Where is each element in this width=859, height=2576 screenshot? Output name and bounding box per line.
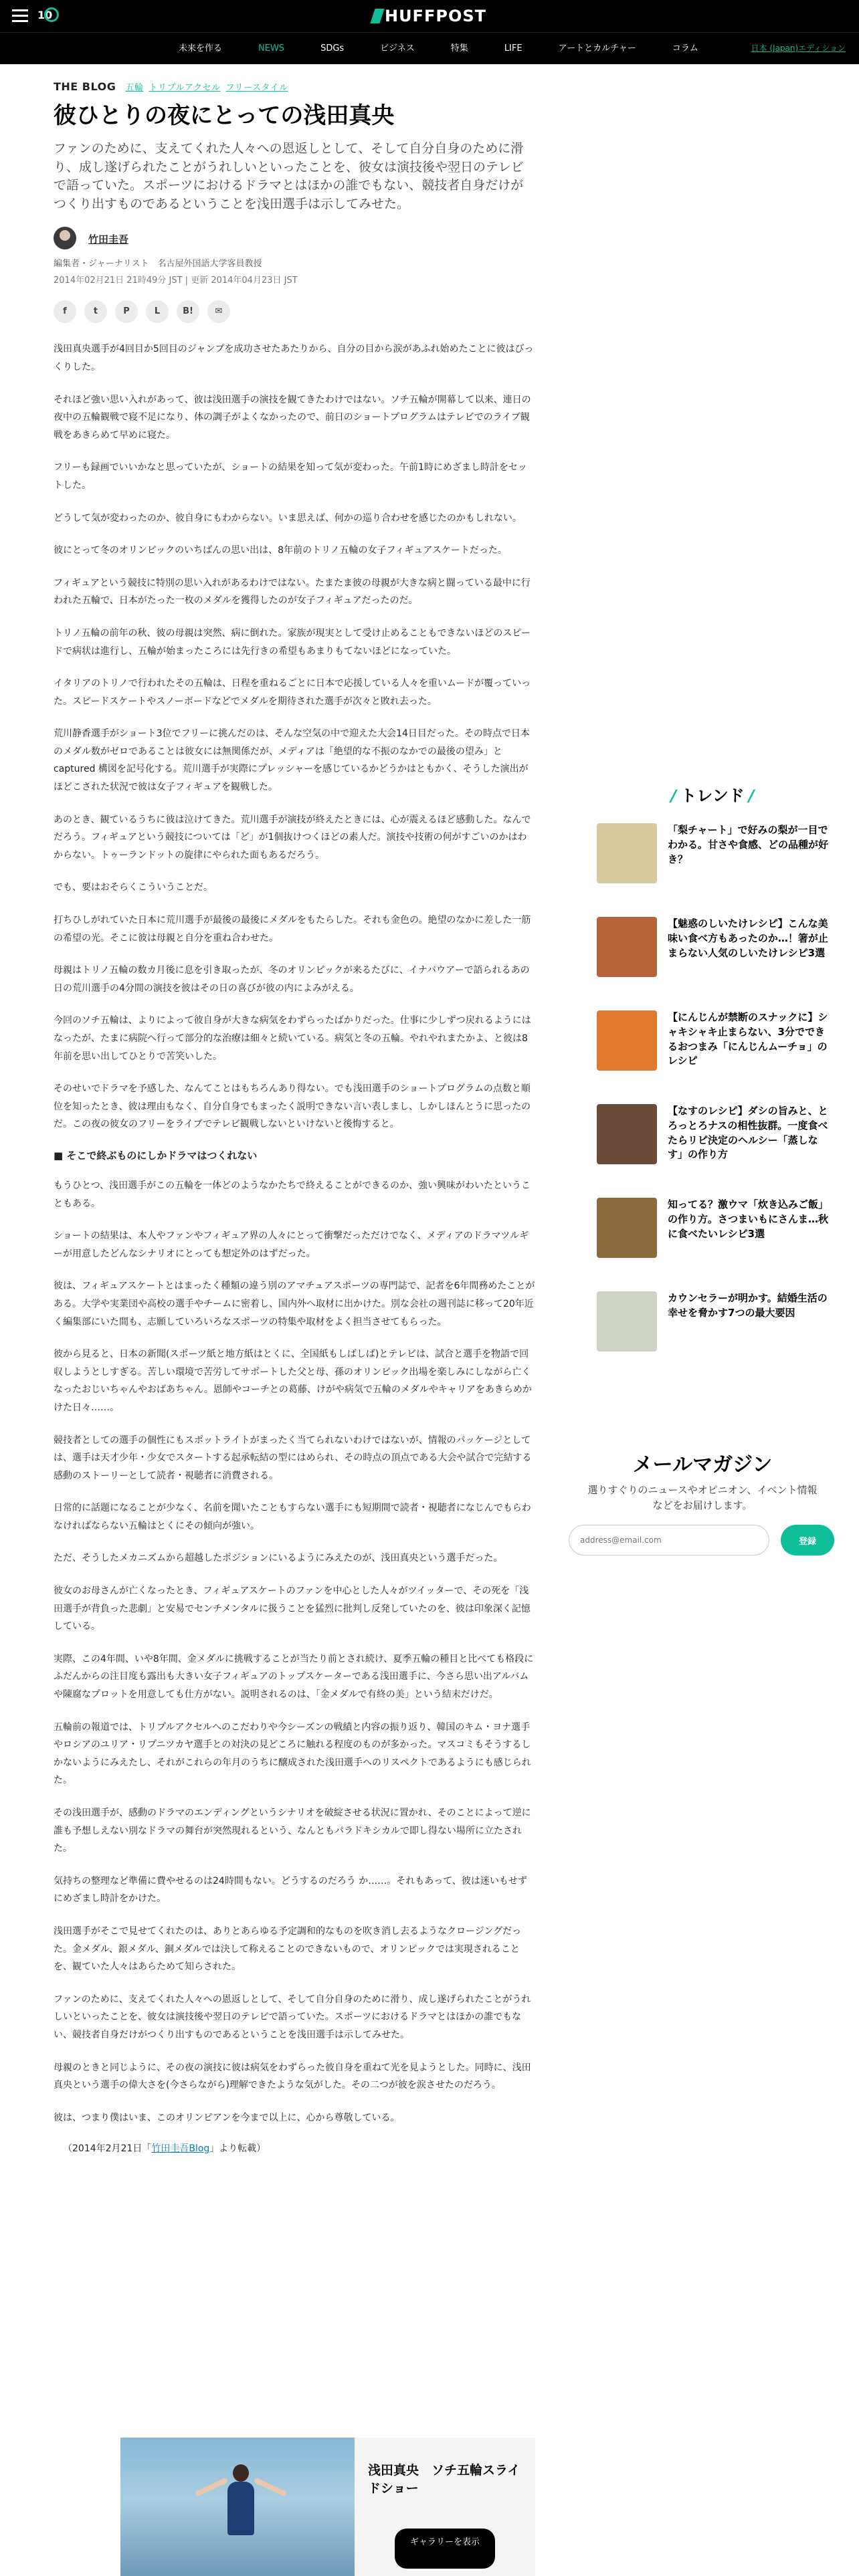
trend-item[interactable] [589,1104,836,1198]
newsletter-title: メールマガジン [632,1453,773,1477]
tag-link[interactable]: フリースタイル [225,83,288,93]
body-paragraph: 浅田真央選手が4回目か5回目のジャンプを成功させたあたりから、自分の目から涙があふれ始めたことに彼はびっくりした。 [54,344,534,372]
section-nav [0,32,859,64]
twitter-icon[interactable]: t [84,300,107,323]
trend-title[interactable]: 「梨チャート」で好みの梨が一目でわかる。甘さや食感、どの品種が好き？ [668,824,829,865]
nav-items [161,33,717,65]
body-paragraph: 今回のソチ五輪は、よりによって彼自身が大きな病気をわずらったばかりだった。仕事に少しずつ戻れるようにはなったが、たまに病院へ行って部分的な治療は細々と続いている。病気と冬の五輪。やれやれまたかよ、と彼は8年前を思い出してひとりで苦笑いした。 [54,1015,531,1062]
tag-list [120,80,288,93]
nav-item[interactable]: SDGs [320,43,345,53]
body-paragraph: フリーも録画でいいかなと思っていたが、ショートの結果を知って気が変わった。午前1時にめざまし時計をセットした。 [54,462,527,491]
body-paragraph: 浅田選手がそこで見せてくれたのは、ありとあらゆる予定調和的なものを吹き消し去るようなクロージングだった。金メダル、銀メダル、銅メダルでは決して称えることのできないもので、オリンピックでは実現されることを、観ていた人々はあらためて知らされた。 [54,1925,522,1973]
article-dek: ファンのために、支えてくれた人々への恩返しとして、そして自分自身のために滑り、成し遂げられたことがうれしいといったことを、彼女は演技後や翌日のテレビで語っていた。スポーツにおけるドラマとはほかの誰でもない、競技者自身だけがつくり出すものであるということを浅田選手は示してみせた。 [54,141,524,211]
trend-item[interactable] [589,823,836,917]
slideshow-image [120,2438,355,2576]
body-paragraph: 母親はトリノ五輪の数カ月後に息を引き取ったが、冬のオリンピックが来るたびに、イナバウアーで語られるあの日の荒川選手の4分間の演技を彼はその日の喜びが彼の内によみがえる。 [54,965,530,994]
body-paragraph: それほど強い思い入れがあって、彼は浅田選手の演技を観てきたわけではない。ソチ五輪が開幕して以来、連日の夜中の五輪観戦で寝不足になり、体の調子がよくなかったので、前日のショートプログラムはテレビでのライブ観戦をあきらめて早めに寝た。 [54,394,531,441]
trend-thumbnail[interactable] [597,823,657,883]
trend-title[interactable]: 【なすのレシピ】ダシの旨みと、とろっとろナスの相性抜群。一度食べたらリピ決定のヘルシー「蒸しなす」の作り方 [668,1105,828,1161]
nav-item[interactable]: NEWS [258,43,285,53]
source-link[interactable]: 竹田圭吾Blog [151,2143,210,2155]
body-paragraph: 彼にとって冬のオリンピックのいちばんの思い出は、8年前のトリノ五輪の女子フィギュアスケートだった。 [54,545,507,556]
body-paragraph: 競技者としての選手の個性にもスポットライトがまったく当てられないわけではないが、情報のパッケージとしては、選手は天才少年・少女でスタートする起承転結の型にはめられ、その時点の頂点である大会や試合で完結する感動のストーリーとして読者・視聴者に消費される。 [54,1434,532,1481]
nav-item[interactable]: LIFE [504,43,522,53]
newsletter-box [565,1448,840,1557]
trend-item[interactable] [589,917,836,1010]
section-label: THE BLOG [54,80,116,93]
body-paragraph: もうひとつ、浅田選手がこの五輪を一体どのようなかたちで終えることができるのか、強い興味がわいたということもある。 [54,1180,531,1209]
trend-sidebar [589,782,836,1385]
trend-item[interactable] [589,1291,836,1385]
newsletter-description: 選りすぐりのニュースやオピニオン、イベント情報などをお届けします。 [587,1484,818,1511]
pinterest-icon[interactable]: P [115,300,138,323]
body-paragraph: そのせいでドラマを予感した、なんてことはもちろんあり得ない。でも浅田選手のショートプログラムの点数と順位を知ったとき、彼は理由もなく、自分自身でもまったく説明できない言い表しまし、しかしほんとうに思ったのだ。この夜の彼女のフリーをライブでテレビ観戦しないといけないと後悔すると。 [54,1083,531,1130]
body-paragraph: 彼は、フィギュアスケートとはまったく種類の違う別のアマチュアスポーツの専門誌で、記者を6年間務めたことがある。大学や実業団や高校の選手やチームに密着し、国内外へ取材に出かけた。別な会社の週刊誌に移って20年近く編集部にいた間も、志願していろいろなスポーツの特集や取材をよく担当させてもらった。 [54,1281,535,1327]
body-paragraph: でも、要はおそらくこういうことだ。 [54,882,213,893]
nav-item[interactable]: ビジネス [380,43,415,53]
trend-title[interactable]: 【にんじんが禁断のスナックに】シャキシャキ止まらない、3分でできるおつまみ「にんじんムーチョ」のレシピ [668,1011,828,1067]
nav-item[interactable]: 未来を作る [179,43,223,53]
body-paragraph: 荒川静香選手がショート3位でフリーに挑んだのは、そんな空気の中で迎えた大会14日目だった。その時点で日本のメダル数がゼロであることは彼女には無関係だが、メディアは「絶望的な不振のなかでの最後の望み」と captured 構図を記号化する。荒川選手が実際にプレッシャーを感じているかどうかはともかく、そうした演出がほどこされた状況で彼は女子フィギュアを観戦した。 [54,728,530,793]
hatena-bookmark-icon[interactable]: B! [177,300,199,323]
trend-item[interactable] [589,1010,836,1104]
article-headline: 彼ひとりの夜にとっての浅田真央 [54,102,395,129]
slideshow-title: 浅田真央 ソチ五輪スライドショー [368,2463,520,2496]
article-body [54,340,535,2127]
body-paragraph: 打ちひしがれていた日本に荒川選手が最後の最後にメダルをもたらした。それも金色の。絶望のなかに差した一筋の希望の光。そこに彼は母親と自分を重ね合わせた。 [54,915,531,944]
article [54,64,535,2155]
nav-item[interactable]: アートとカルチャー [558,43,636,53]
body-paragraph: ただ、そうしたメカニズムから超越したポジションにいるようにみえたのが、浅田真央という選手だった。 [54,1553,503,1564]
tag-link[interactable]: トリプルアクセル [149,83,221,93]
body-paragraph: ショートの結果は、本人やファンやフィギュア界の人々にとって衝撃だっただけでなく、メディアのドラマツルギーが用意したどんなシナリオにとっても想定外のはずだった。 [54,1230,529,1259]
share-buttons [54,300,535,323]
body-paragraph: トリノ五輪の前年の秋、彼の母親は突然、病に倒れた。家族が現実として受け止めることもできないほどのスピードで病状は進行し、五輪が始まったころには先行きの希望もあまりもてないほどになっていた。 [54,627,531,657]
avatar[interactable] [54,227,76,249]
body-paragraph: 五輪前の報道では、トリプルアクセルへのこだわりや今シーズンの戦績と内容の振り返り、韓国のキム・ヨナ選手やロシアのユリア・リプニツカヤ選手との対決の見どころに触れる程度のものが多かった。マスコミもそうするしかないようにみえたし、それがこれらの年月のうちに醸成された浅田選手へのリスペクトであるようにも感じられた。 [54,1721,531,1786]
subscribe-button[interactable]: 登録 [781,1525,834,1555]
nav-item[interactable]: コラム [672,43,698,53]
author-bio: 編集者・ジャーナリスト 名古屋外国語大学客員教授 [54,259,262,270]
body-paragraph: どうして気が変わったのか、彼自身にもわからない。いま思えば、何かの巡り合わせを感じたのかもしれない。 [54,512,522,524]
author-name[interactable]: 竹田圭吾 [88,233,129,246]
article-kicker [54,80,535,93]
trend-thumbnail[interactable] [597,1104,657,1164]
body-paragraph: イタリアのトリノで行われたその五輪は、日程を重ねるごとに日本で応援している人々を重いムードが覆っていった。スピードスケートやスノーボードなどでメダルを期待された選手が次々と敗れ去った。 [54,678,531,707]
trend-thumbnail[interactable] [597,1291,657,1352]
source-note: （2014年2月21日「竹田圭吾Blog」より転載） [63,2143,266,2155]
slideshow-card[interactable] [120,2438,535,2576]
trend-list [589,823,836,1385]
body-paragraph: フィギュアという競技に特別の思い入れがあるわけではない。たまたま彼の母親が大きな病と闘っている最中に行われた五輪で、日本がたった一枚のメダルを獲得したのが女子フィギュアだったのだ。 [54,577,531,607]
body-paragraph: その浅田選手が、感動のドラマのエンディングというシナリオを破綻させる状況に置かれ、そのことによって逆に誰も予想しえない別なドラマの舞台が突然現れるという、なんともパラドキシカルで即し得ない場所に立たされた。 [54,1808,531,1854]
nav-item[interactable]: 特集 [450,43,468,53]
newsletter-form [565,1525,840,1557]
body-paragraph: 気持ちの整理など準備に費やせるのは24時間もない。どうするのだろう か……。それもあって、彼は迷いもせずにめざまし時計をかけた。 [54,1875,527,1905]
timestamps: 2014年02月21日 21時49分 JST | 更新 2014年04月23日 JST [54,276,298,286]
trend-title[interactable]: カウンセラーが明かす。結婚生活の幸せを脅かす7つの最大要因 [668,1292,828,1319]
gallery-button[interactable]: ギャラリーを表示 [395,2529,495,2569]
line-icon[interactable]: L [146,300,169,323]
email-icon[interactable]: ✉ [207,300,230,323]
trend-thumbnail[interactable] [597,917,657,977]
tag-link[interactable]: 五輪 [125,83,144,93]
author-row [54,227,535,251]
trend-thumbnail[interactable] [597,1010,657,1071]
body-paragraph: あのとき、観ているうちに彼は泣けてきた。荒川選手が演技が終えたときには、心が震えるほど感動した。なんでだろう。フィギュアという競技については「ど」が1個抜けつくほどの素人だ。演技や技術の何がすごいのかはわからない。トゥーランドットの旋律にやられた面もあるだろう。 [54,814,531,861]
top-header [0,0,859,32]
edition-link[interactable]: 日本 (Japan)エディション [751,43,846,53]
trend-title[interactable]: 【魅惑のしいたけレシピ】こんな美味い食べ方もあったのか…！箸が止まらない人気のしいたけレシピ3選 [668,918,828,959]
huffpost-logo[interactable]: HUFFPOST [0,7,859,25]
email-field[interactable] [569,1525,769,1555]
trend-thumbnail[interactable] [597,1198,657,1258]
body-subheading: ■ そこで終ぶものにしかドラマはつくれない [54,1149,258,1162]
trend-heading: / トレンド / [670,786,755,805]
trend-title[interactable]: 知ってる？激ウマ「炊き込みご飯」の作り方。さつまいもにさんま…秋に食べたいレシピ3選 [668,1198,829,1240]
facebook-icon[interactable]: f [54,300,76,323]
anniversary-logo[interactable]: 10 [36,6,60,26]
trend-item[interactable] [589,1198,836,1291]
body-paragraph: 彼女のお母さんが亡くなったとき、フィギュアスケートのファンを中心とした人々がツイッターで、その死を「浅田選手が背負った悲劇」と安易でセンチメンタルに扱うことを猛烈に批判し反発していたのを、彼は印象深く記憶している。 [54,1586,531,1632]
body-paragraph: ファンのために、支えてくれた人々への恩返しとして、そして自分自身のために滑り、成し遂げられたことがうれしいといったことを、彼女は演技後や翌日のテレビで語っていた。スポーツにおけるドラマとはほかの誰でもない、競技者自身だけがつくり出すものであるということを浅田選手は示してみせた。 [54,1994,531,2040]
body-paragraph: 母親のときと同じように、その夜の演技に彼は病気をわずらった彼自身を重ねて光を見ようとした。同時に、浅田真央という選手の偉大さを(今さらながら)理解できたような気がした。その二つが彼を涙させたのだろう。 [54,2062,531,2091]
body-paragraph: 彼は、つまり僕はいま、このオリンピアンを今まで以上に、心から尊敬している。 [54,2112,400,2123]
body-paragraph: 日常的に話題になることが少なく、名前を聞いたこともすらない選手にも短期間で読者・視聴者になじんでもらわなければならない五輪はとくにその傾向が強い。 [54,1503,531,1531]
body-paragraph: 実際、この4年間、いや8年間、金メダルに挑戦することが当たり前とされ続け、夏季五輪の種目と比べても格段にふだんからの注目度も露出も大きい女子フィギュアのトップスケーターである浅田選手に、今さら思い出アルバムや陳腐なプロットを用意しても仕方がない。説明されるのは、「金メダルで有終の美」という結末だけだ。 [54,1653,534,1701]
body-paragraph: 彼から見ると、日本の新聞(スポーツ紙と地方紙はとくに、全国紙もしばしば)とテレビは、試合と選手を物語で回収しようとしすぎる。苦しい環境で苦労してサポートした父と母、孫のオリンピック出場を楽しみにしながら亡くなったおじいちゃんやおばあちゃん。恩師やコーチとの葛藤、けがや病気で五輪のメダルやキャリアをあきらめかけた日々……。 [54,1349,532,1413]
skater-figure [221,2464,261,2558]
